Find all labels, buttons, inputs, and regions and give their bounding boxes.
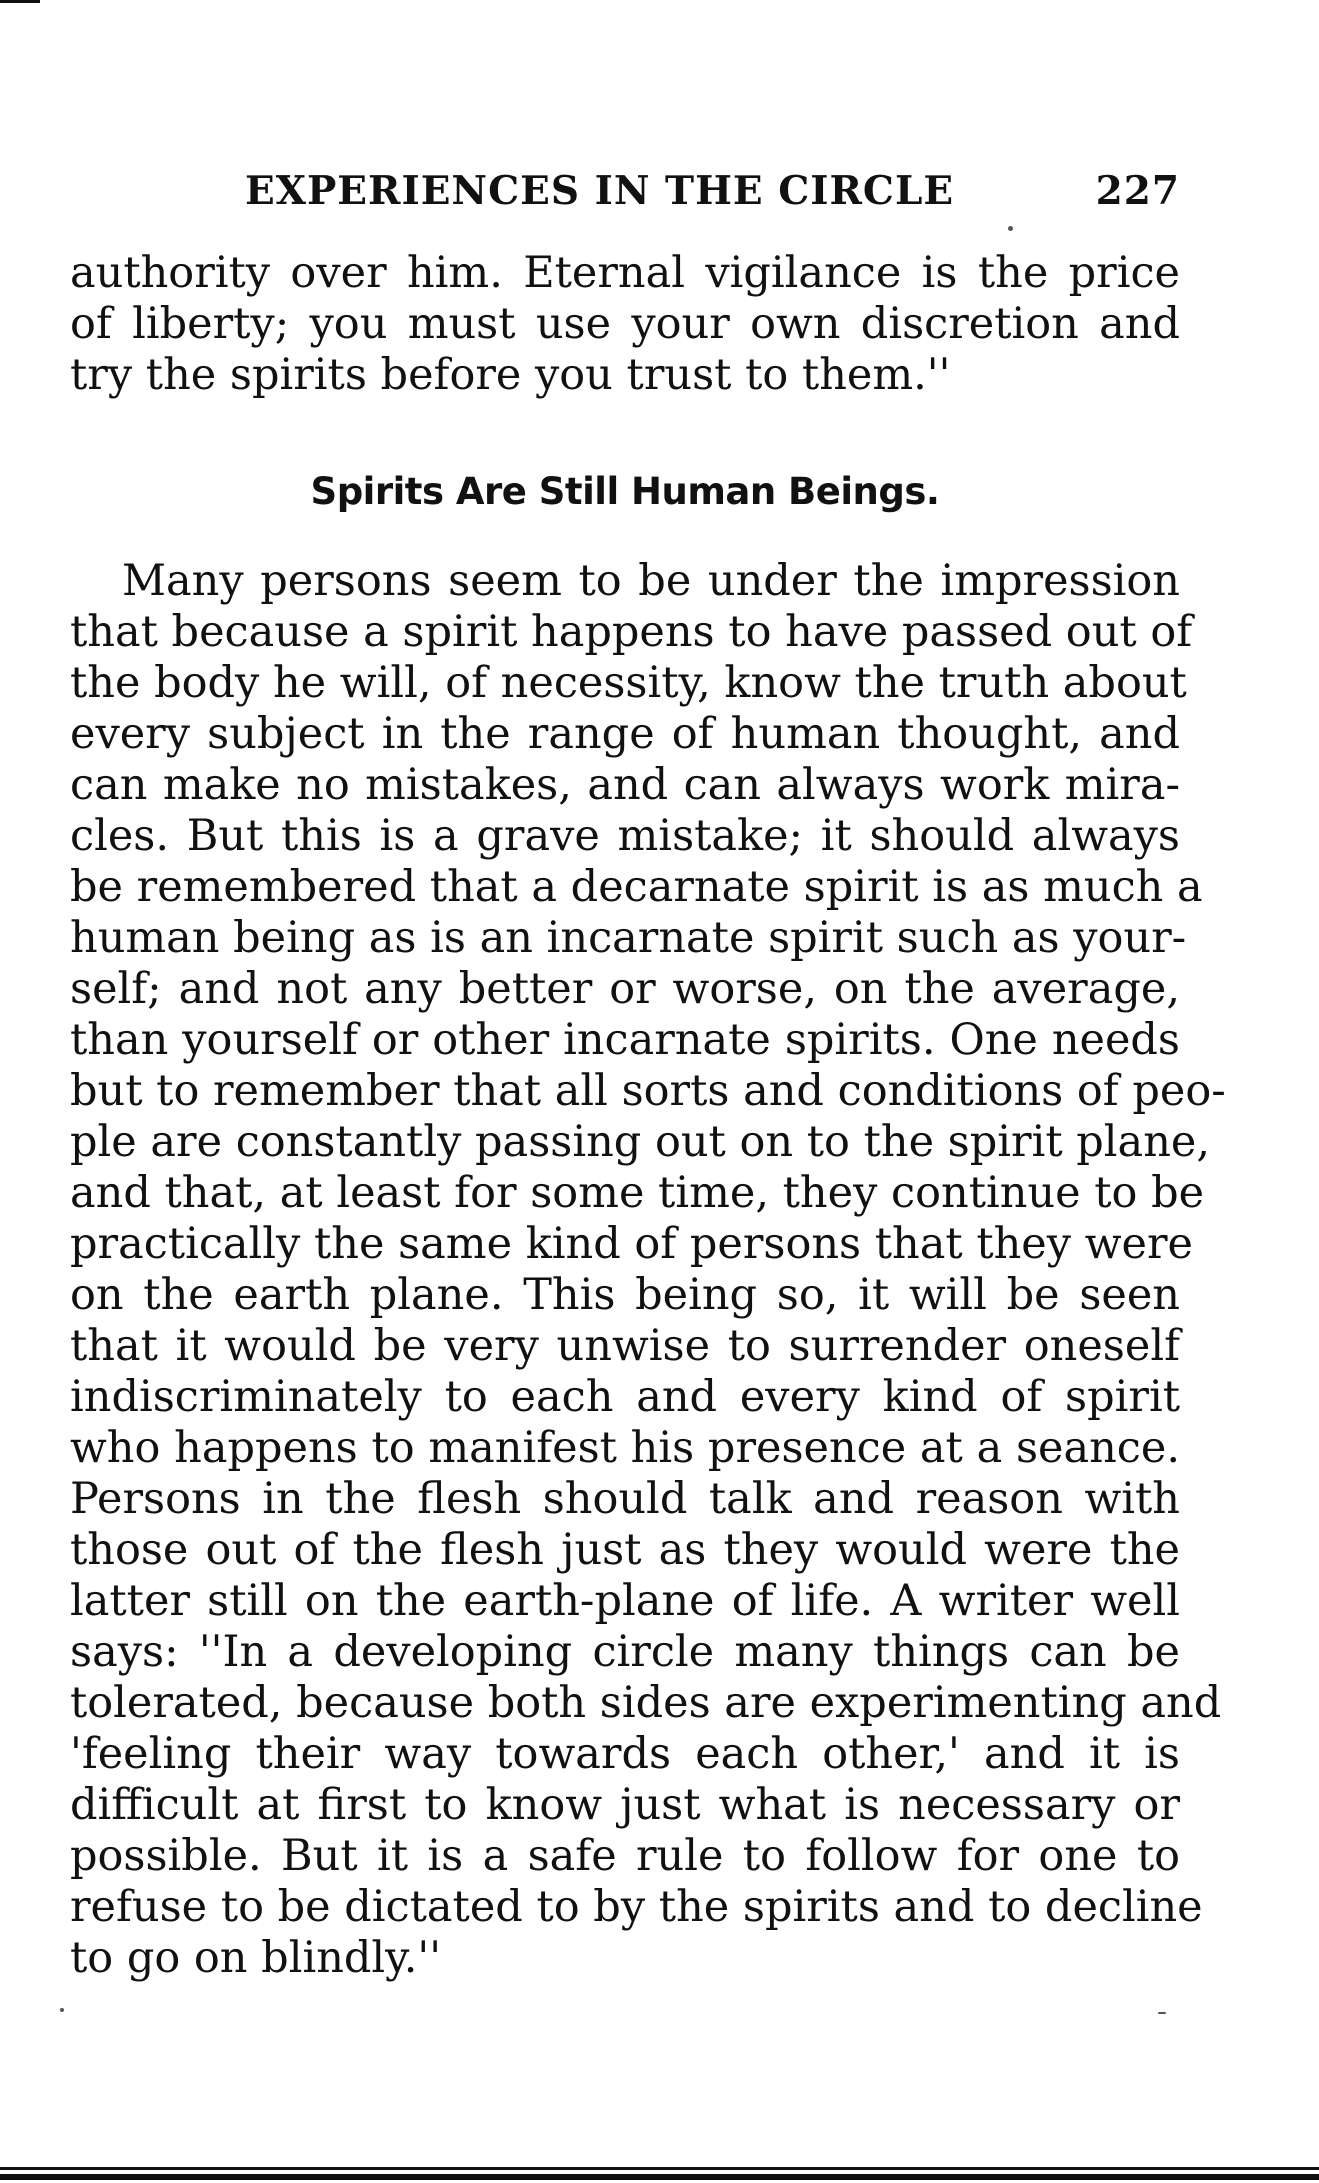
text-line: 'feeling their way towards each other,' and it is: [70, 1729, 1180, 1779]
text-line: and that, at least for some time, they continue to be: [70, 1168, 1205, 1218]
section-heading: Spirits Are Still Human Beings.: [310, 470, 940, 513]
text-line: practically the same kind of persons that they were: [70, 1219, 1193, 1269]
text-line: tolerated, because both sides are experimenting and: [70, 1678, 1222, 1728]
main-paragraph: [70, 556, 1226, 1984]
page-number: 227: [1095, 168, 1180, 214]
text-line: of liberty; you must use your own discretion and: [70, 299, 1180, 349]
text-line: that because a spirit happens to have passed out of: [70, 607, 1193, 657]
print-speck: [1008, 226, 1013, 231]
text-line: on the earth plane. This being so, it will be seen: [70, 1270, 1180, 1320]
text-line: be remembered that a decarnate spirit is as much a: [70, 862, 1203, 912]
print-speck: [1158, 2012, 1166, 2014]
text-line: that it would be very unwise to surrender oneself: [70, 1321, 1180, 1371]
text-line: authority over him. Eternal vigilance is the price: [70, 248, 1180, 298]
bottom-rule: [0, 2167, 1319, 2170]
text-line: to go on blindly.'': [70, 1933, 442, 1983]
intro-paragraph: [70, 248, 1180, 401]
text-line: Persons in the flesh should talk and reason with: [70, 1474, 1180, 1524]
text-line: difficult at first to know just what is necessary or: [70, 1780, 1180, 1830]
text-line: says: ''In a developing circle many things can be: [70, 1627, 1180, 1677]
text-line: who happens to manifest his presence at a seance.: [70, 1423, 1180, 1473]
text-line: every subject in the range of human thought, and: [70, 709, 1180, 759]
text-line: but to remember that all sorts and conditions of peo-: [70, 1066, 1226, 1116]
top-edge-mark: [0, 0, 40, 3]
text-line: than yourself or other incarnate spirits. One needs: [70, 1015, 1180, 1065]
print-speck: [60, 2008, 64, 2012]
text-line: ple are constantly passing out on to the spirit plane,: [70, 1117, 1211, 1167]
text-line: the body he will, of necessity, know the truth about: [70, 658, 1187, 708]
text-line: Many persons seem to be under the impression: [122, 556, 1180, 606]
text-line: indiscriminately to each and every kind of spirit: [70, 1372, 1180, 1422]
running-head: EXPERIENCES IN THE CIRCLE: [245, 168, 955, 214]
text-line: possible. But it is a safe rule to follow for one to: [70, 1831, 1180, 1881]
page-header: [70, 168, 1180, 228]
bottom-rule-thick: [0, 2174, 1319, 2180]
text-line: can make no mistakes, and can always work mira-: [70, 760, 1180, 810]
text-line: those out of the flesh just as they would were the: [70, 1525, 1180, 1575]
text-line: refuse to be dictated to by the spirits and to decline: [70, 1882, 1203, 1932]
text-line: try the spirits before you trust to them.'': [70, 350, 951, 400]
text-line: cles. But this is a grave mistake; it should always: [70, 811, 1180, 861]
text-line: latter still on the earth-plane of life. A writer well: [70, 1576, 1180, 1626]
text-line: human being as is an incarnate spirit such as your-: [70, 913, 1187, 963]
text-line: self; and not any better or worse, on the average,: [70, 964, 1180, 1014]
